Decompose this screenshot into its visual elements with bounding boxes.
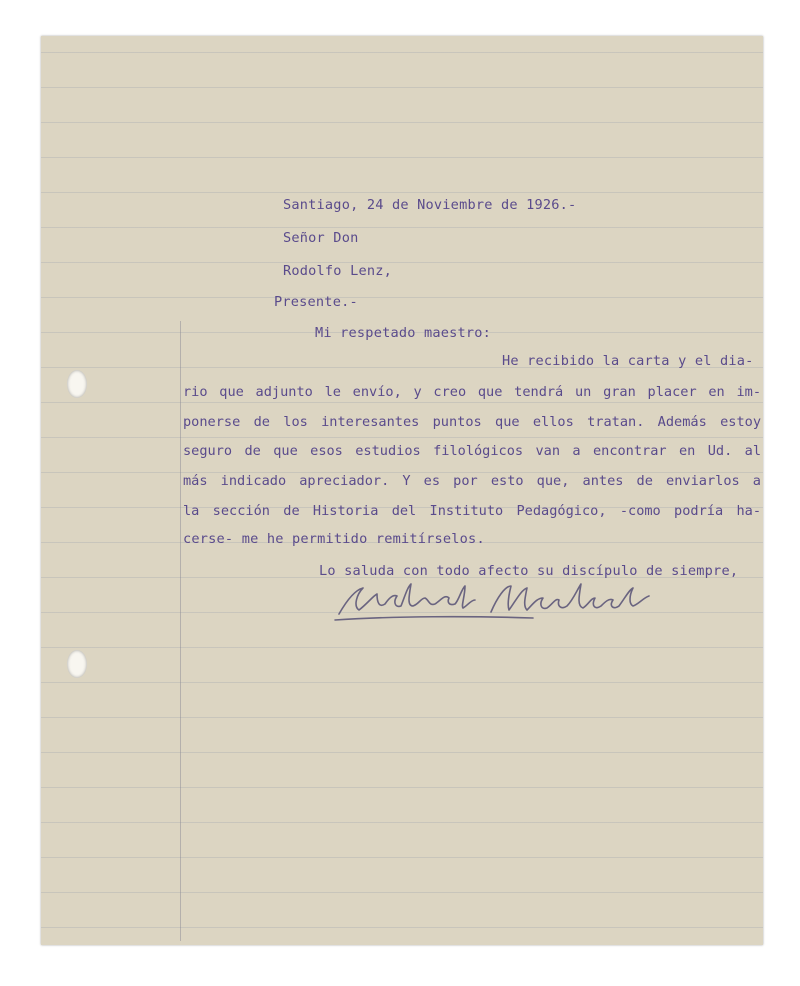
- punch-hole-bottom: [67, 650, 87, 678]
- handwritten-signature: [333, 576, 663, 622]
- margin-rule: [180, 321, 181, 941]
- body-line: la sección de Historia del Instituto Pedagógico, -como podría ha-: [183, 503, 761, 519]
- recipient-title: Señor Don: [283, 230, 359, 246]
- letter-sheet: [41, 36, 763, 945]
- body-line: cerse- me he permitido remitírselos.: [183, 531, 485, 547]
- recipient-name: Rodolfo Lenz,: [283, 263, 392, 279]
- body-line: ponerse de los interesantes puntos que ellos tratan. Además estoy: [183, 414, 761, 430]
- salutation: Mi respetado maestro:: [315, 325, 492, 341]
- body-line: más indicado apreciador. Y es por esto que, antes de enviarlos a: [183, 473, 761, 489]
- body-line: He recibido la carta y el dia-: [502, 353, 754, 369]
- location: Presente.-: [274, 294, 358, 310]
- date-line: Santiago, 24 de Noviembre de 1926.-: [283, 197, 577, 213]
- closing: Lo saluda con todo afecto su discípulo de siempre,: [319, 563, 739, 579]
- body-line: seguro de que esos estudios filológicos van a encontrar en Ud. al: [183, 443, 761, 459]
- punch-hole-top: [67, 370, 87, 398]
- body-line: rio que adjunto le envío, y creo que tendrá un gran placer en im-: [183, 384, 761, 400]
